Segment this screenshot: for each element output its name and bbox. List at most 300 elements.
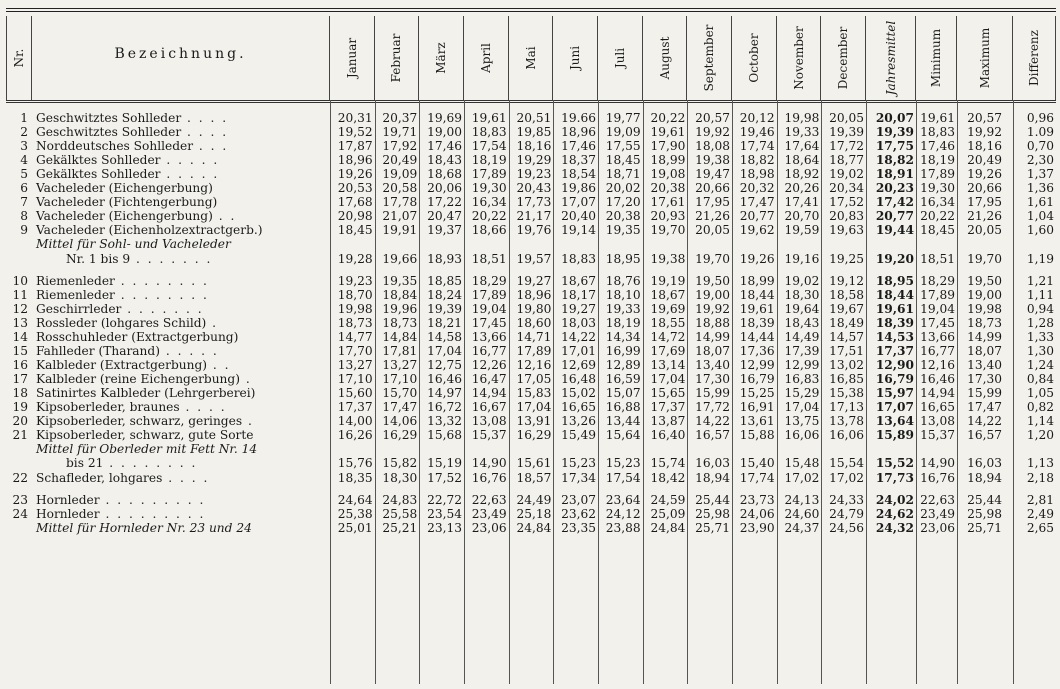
month-value: 15,25 <box>739 386 775 400</box>
month-value: 17,37 <box>337 400 373 414</box>
row-label <box>36 274 209 288</box>
table-row <box>6 288 1056 302</box>
month-value: 15,61 <box>516 456 552 470</box>
mean-value: 19,39 <box>875 125 914 139</box>
month-value: 18,77 <box>829 153 865 167</box>
month-value: 21,07 <box>382 209 418 223</box>
month-value: 22,72 <box>427 493 462 507</box>
month-value: 19,12 <box>829 274 865 288</box>
month-value: 24,33 <box>829 493 865 507</box>
table-row <box>6 237 1056 251</box>
month-value: 20,02 <box>605 181 641 195</box>
header-month-6 <box>553 16 598 100</box>
table-row <box>6 274 1056 288</box>
month-value: 15,64 <box>605 428 641 442</box>
month-value: 20,12 <box>739 111 775 125</box>
row-number: 2 <box>20 125 28 139</box>
month-value: 17,34 <box>561 471 596 485</box>
diff-value: 1,24 <box>1026 358 1054 372</box>
top-rule <box>6 8 1056 12</box>
header-bezeichnung <box>32 16 330 100</box>
mean-value: 17,07 <box>875 400 914 414</box>
month-value: 17,89 <box>471 167 507 181</box>
diff-value: 0,84 <box>1026 372 1054 386</box>
month-value: 14,00 <box>337 414 373 428</box>
row-label-text: Geschwitztes Sohlleder <box>36 125 182 139</box>
row-label <box>36 223 263 237</box>
month-value: 18,82 <box>739 153 775 167</box>
month-value: 24,49 <box>516 493 552 507</box>
month-value: 18,96 <box>516 288 552 302</box>
month-value: 17,78 <box>382 195 418 209</box>
month-value: 18,30 <box>382 471 418 485</box>
month-value: 25,44 <box>695 493 731 507</box>
month-value: 19,76 <box>516 223 552 237</box>
leader-dots: . . . . . <box>159 344 219 358</box>
leader-dots: . . . . . . . . <box>114 288 209 302</box>
month-value: 19,77 <box>605 111 641 125</box>
month-value: 17,92 <box>382 139 418 153</box>
row-number: 3 <box>20 139 28 153</box>
month-value: 19,91 <box>382 223 418 237</box>
month-value: 18,64 <box>784 153 820 167</box>
month-value: 15,07 <box>605 386 641 400</box>
max-value: 19,26 <box>967 167 1002 181</box>
table-row <box>6 181 1056 195</box>
row-label-text: Kalbleder (reine Eichengerbung) <box>36 372 240 386</box>
row-label-text: Vacheleder (Eichengerbung) <box>36 181 213 195</box>
month-value: 17,81 <box>382 344 418 358</box>
row-label <box>36 302 204 316</box>
month-value: 24,64 <box>337 493 373 507</box>
month-value: 12,75 <box>427 358 462 372</box>
month-value: 24,60 <box>784 507 820 521</box>
month-value: 23,62 <box>561 507 596 521</box>
mean-value: 20,07 <box>875 111 914 125</box>
header-jahresmittel-text: Jahresmittel <box>883 20 898 96</box>
header-month-text: Februar <box>389 33 404 83</box>
month-value: 23,90 <box>739 521 775 535</box>
month-value: 16,83 <box>784 372 820 386</box>
header-month-text: Juni <box>568 45 583 71</box>
month-value: 17,04 <box>650 372 686 386</box>
max-value: 25,44 <box>967 493 1002 507</box>
diff-value: 1,60 <box>1026 223 1054 237</box>
table-row <box>6 209 1056 223</box>
month-value: 15,65 <box>650 386 686 400</box>
row-label-text: Vacheleder (Fichtengerbung) <box>36 195 218 209</box>
row-label <box>36 195 217 209</box>
month-value: 17,37 <box>650 400 686 414</box>
diff-value: 2,49 <box>1026 507 1054 521</box>
month-value: 17,47 <box>739 195 775 209</box>
diff-value: 1,28 <box>1026 316 1054 330</box>
month-value: 19,09 <box>605 125 641 139</box>
row-label <box>36 167 219 181</box>
month-value: 23,88 <box>605 521 641 535</box>
table-row <box>6 139 1056 153</box>
row-label <box>36 139 228 153</box>
month-value: 16,29 <box>516 428 552 442</box>
month-value: 19,16 <box>784 252 820 266</box>
month-value: 18,96 <box>561 125 596 139</box>
month-value: 17,55 <box>605 139 641 153</box>
min-value: 17,89 <box>920 288 955 302</box>
month-value: 24,79 <box>829 507 865 521</box>
leader-dots: . . . . . . . . . <box>99 507 206 521</box>
row-label <box>36 493 205 507</box>
row-label-text: Mittel für Oberleder mit Fett Nr. 14 <box>36 442 258 456</box>
month-value: 14,22 <box>561 330 596 344</box>
month-value: 18,39 <box>739 316 775 330</box>
month-value: 19,46 <box>739 125 775 139</box>
month-value: 19,64 <box>784 302 820 316</box>
month-value: 20,37 <box>382 111 418 125</box>
diff-value: 1,61 <box>1026 195 1054 209</box>
month-value: 18,19 <box>471 153 507 167</box>
month-value: 16,85 <box>829 372 865 386</box>
table-row <box>6 400 1056 414</box>
leader-dots: . . . . . <box>160 153 220 167</box>
month-value: 19,39 <box>427 302 462 316</box>
diff-value: 0,82 <box>1026 400 1054 414</box>
month-value: 17,69 <box>650 344 686 358</box>
table-row <box>6 223 1056 237</box>
row-label <box>36 414 254 428</box>
month-value: 19,04 <box>471 302 507 316</box>
min-value: 16,34 <box>920 195 955 209</box>
month-value: 23,35 <box>561 521 596 535</box>
row-label <box>36 507 205 521</box>
row-label-text: Riemenleder <box>36 288 115 302</box>
header-maximum-text: Maximum <box>977 27 992 89</box>
row-label-text: Kalbleder (Extractgerbung) <box>36 358 208 372</box>
month-value: 19,66 <box>382 252 418 266</box>
month-value: 16,29 <box>382 428 418 442</box>
mean-value: 18,39 <box>875 316 914 330</box>
month-value: 16,72 <box>427 400 462 414</box>
table-row <box>6 167 1056 181</box>
row-label-text: Schafleder, lohgares <box>36 471 163 485</box>
month-value: 18,21 <box>427 316 462 330</box>
diff-value: 2,65 <box>1026 521 1054 535</box>
month-value: 18,58 <box>829 288 865 302</box>
month-value: 18,19 <box>605 316 641 330</box>
row-number: 16 <box>12 358 28 372</box>
month-value: 17,95 <box>695 195 731 209</box>
month-value: 17,02 <box>829 471 865 485</box>
max-value: 15,99 <box>967 386 1002 400</box>
month-value: 20,06 <box>427 181 462 195</box>
table-row <box>6 316 1056 330</box>
table-row <box>6 442 1056 456</box>
min-value: 18,51 <box>920 252 955 266</box>
month-value: 19,26 <box>739 252 775 266</box>
month-value: 19,19 <box>650 274 686 288</box>
month-value: 13,61 <box>739 414 775 428</box>
month-value: 16,91 <box>739 400 775 414</box>
month-value: 20,98 <box>337 209 373 223</box>
month-value: 14,58 <box>427 330 462 344</box>
header-minimum-text: Minimum <box>929 28 943 88</box>
min-value: 15,37 <box>920 428 955 442</box>
month-value: 13,32 <box>427 414 462 428</box>
month-value: 12,99 <box>739 358 775 372</box>
leader-dots: . <box>242 414 254 428</box>
month-value: 18,73 <box>337 316 373 330</box>
month-value: 17,04 <box>784 400 820 414</box>
row-label <box>36 400 227 414</box>
month-value: 18,98 <box>739 167 775 181</box>
month-value: 20,34 <box>829 181 865 195</box>
month-value: 23,06 <box>471 521 507 535</box>
row-label <box>36 386 255 400</box>
month-value: 19,63 <box>829 223 865 237</box>
month-value: 19,39 <box>829 125 865 139</box>
min-value: 19,04 <box>920 302 955 316</box>
month-value: 17,46 <box>427 139 462 153</box>
month-value: 25,18 <box>516 507 552 521</box>
max-value: 19,70 <box>967 252 1002 266</box>
min-value: 16,65 <box>920 400 955 414</box>
month-value: 17,10 <box>382 372 418 386</box>
mean-value: 14,53 <box>875 330 914 344</box>
month-value: 14,71 <box>516 330 552 344</box>
month-value: 17,72 <box>829 139 865 153</box>
min-value: 14,94 <box>920 386 955 400</box>
table-page <box>6 4 1056 684</box>
month-value: 18,88 <box>695 316 731 330</box>
month-value: 23,49 <box>471 507 507 521</box>
max-value: 21,26 <box>967 209 1002 223</box>
month-value: 12,89 <box>605 358 641 372</box>
month-value: 20,66 <box>695 181 731 195</box>
row-number: 1 <box>20 111 28 125</box>
month-value: 17,13 <box>829 400 865 414</box>
month-value: 17,89 <box>471 288 507 302</box>
leader-dots: . <box>206 316 219 330</box>
header-month-4 <box>464 16 509 100</box>
header-month-text: September <box>702 24 717 92</box>
table-row <box>6 252 1056 266</box>
month-value: 24,37 <box>784 521 820 535</box>
header-month-text: August <box>657 36 672 80</box>
row-label-text: Gekälktes Sohlleder <box>36 167 161 181</box>
row-label-text: Vacheleder (Eichenholzextractgerb.) <box>36 223 263 237</box>
month-value: 19,50 <box>695 274 731 288</box>
month-value: 15,74 <box>650 456 686 470</box>
month-value: 25,71 <box>695 521 731 535</box>
table-row <box>6 302 1056 316</box>
month-value: 24,56 <box>829 521 865 535</box>
month-value: 18,66 <box>471 223 507 237</box>
diff-value: 2,18 <box>1026 471 1054 485</box>
month-value: 19.66 <box>561 111 596 125</box>
month-value: 19,52 <box>337 125 373 139</box>
month-value: 16,65 <box>561 400 596 414</box>
row-number: 20 <box>12 414 28 428</box>
month-value: 16,88 <box>605 400 641 414</box>
max-value: 17,47 <box>967 400 1002 414</box>
month-value: 16,46 <box>427 372 462 386</box>
month-value: 17,20 <box>605 195 641 209</box>
month-value: 18,76 <box>605 274 641 288</box>
max-value: 18,16 <box>967 139 1002 153</box>
month-value: 24,06 <box>739 507 775 521</box>
table-row <box>6 414 1056 428</box>
month-value: 17,90 <box>650 139 686 153</box>
month-value: 19,00 <box>427 125 462 139</box>
month-value: 19,67 <box>829 302 865 316</box>
month-value: 18,37 <box>561 153 596 167</box>
month-value: 19,38 <box>695 153 731 167</box>
month-value: 18,08 <box>695 139 731 153</box>
month-value: 13,66 <box>471 330 507 344</box>
header-month-text: November <box>791 26 806 90</box>
row-number: 6 <box>20 181 28 195</box>
month-value: 18,24 <box>427 288 462 302</box>
month-value: 20,93 <box>650 209 686 223</box>
month-value: 15,82 <box>382 456 418 470</box>
month-value: 23,54 <box>427 507 462 521</box>
diff-value: 0,70 <box>1026 139 1054 153</box>
leader-dots: . . . . . . . <box>121 302 204 316</box>
month-value: 18,45 <box>337 223 373 237</box>
mean-value: 20,23 <box>875 181 914 195</box>
month-value: 20,47 <box>427 209 462 223</box>
month-value: 19,25 <box>829 252 865 266</box>
row-label <box>36 471 209 485</box>
leader-dots: . . . <box>193 139 229 153</box>
month-value: 25,09 <box>650 507 686 521</box>
row-label-text: Satinirtes Kalbleder (Lehrgerberei) <box>36 386 256 400</box>
header-month-text: April <box>478 43 493 73</box>
min-value: 23,06 <box>920 521 955 535</box>
leader-dots: . <box>239 372 252 386</box>
row-label <box>36 372 252 386</box>
month-value: 20,32 <box>739 181 775 195</box>
month-value: 19,00 <box>695 288 731 302</box>
row-label <box>36 237 231 251</box>
month-value: 23,13 <box>427 521 462 535</box>
row-label <box>66 456 197 470</box>
month-value: 25,21 <box>382 521 418 535</box>
row-label-text: Riemenleder <box>36 274 115 288</box>
min-value: 17,46 <box>920 139 955 153</box>
header-month-5 <box>509 16 554 100</box>
month-value: 13,14 <box>650 358 686 372</box>
diff-value: 1,13 <box>1026 456 1054 470</box>
row-label-text: Kipsoberleder, schwarz, gute Sorte <box>36 428 254 442</box>
row-label <box>36 344 219 358</box>
header-nr <box>6 16 32 100</box>
diff-value: 0,94 <box>1026 302 1054 316</box>
max-value: 18,94 <box>967 471 1002 485</box>
row-label-text: Hornleder <box>36 507 100 521</box>
month-value: 17,45 <box>471 316 507 330</box>
max-value: 20,05 <box>967 223 1002 237</box>
header-maximum <box>957 16 1013 100</box>
row-label <box>36 428 253 442</box>
header-month-3 <box>419 16 464 100</box>
header-bezeichnung-text: Bezeichnung. <box>114 46 247 62</box>
table-row <box>6 330 1056 344</box>
max-value: 25,71 <box>967 521 1002 535</box>
header-differenz-text: Differenz <box>1027 30 1041 86</box>
max-value: 16,57 <box>967 428 1002 442</box>
mean-value: 17,75 <box>875 139 914 153</box>
month-value: 20,58 <box>382 181 418 195</box>
min-value: 23,49 <box>920 507 955 521</box>
max-value: 19,50 <box>967 274 1002 288</box>
month-value: 13,78 <box>829 414 865 428</box>
max-value: 18,73 <box>967 316 1002 330</box>
header-month-text: März <box>434 42 449 74</box>
max-value: 16,03 <box>967 456 1002 470</box>
month-value: 17,54 <box>605 471 641 485</box>
month-value: 24,83 <box>382 493 418 507</box>
month-value: 19,62 <box>739 223 775 237</box>
header-month-text: December <box>836 26 851 90</box>
row-label-text: Rossleder (lohgares Schild) <box>36 316 207 330</box>
month-value: 17,22 <box>427 195 462 209</box>
diff-value: 1,19 <box>1026 252 1054 266</box>
mean-value: 19,61 <box>875 302 914 316</box>
month-value: 12,26 <box>471 358 507 372</box>
month-value: 18,68 <box>427 167 462 181</box>
month-value: 20,40 <box>561 209 596 223</box>
min-value: 14,90 <box>920 456 955 470</box>
row-label <box>36 153 219 167</box>
month-value: 18,70 <box>337 288 373 302</box>
max-value: 14,22 <box>967 414 1002 428</box>
min-value: 19,30 <box>920 181 955 195</box>
month-value: 19,38 <box>650 252 686 266</box>
month-value: 21,17 <box>516 209 552 223</box>
month-value: 18,95 <box>605 252 641 266</box>
mean-value: 17,42 <box>875 195 914 209</box>
month-value: 13,87 <box>650 414 686 428</box>
month-value: 14,06 <box>382 414 418 428</box>
month-value: 18,83 <box>561 252 596 266</box>
mean-value: 20,77 <box>875 209 914 223</box>
month-value: 17,52 <box>829 195 865 209</box>
month-value: 18,57 <box>516 471 552 485</box>
header-month-1 <box>330 16 375 100</box>
month-value: 19,71 <box>382 125 418 139</box>
month-value: 13,08 <box>471 414 507 428</box>
month-value: 20,22 <box>471 209 507 223</box>
month-value: 15,54 <box>829 456 865 470</box>
mean-value: 18,91 <box>875 167 914 181</box>
month-value: 23,73 <box>739 493 775 507</box>
month-value: 19,09 <box>382 167 418 181</box>
month-value: 17,64 <box>784 139 820 153</box>
max-value: 19,98 <box>967 302 1002 316</box>
max-value: 19,92 <box>967 125 1002 139</box>
max-value: 20,57 <box>967 111 1002 125</box>
month-value: 18,43 <box>784 316 820 330</box>
header-month-2 <box>375 16 420 100</box>
diff-value: 1,30 <box>1026 344 1054 358</box>
month-value: 15,37 <box>471 428 507 442</box>
month-value: 14,44 <box>739 330 775 344</box>
min-value: 20,22 <box>920 209 955 223</box>
mean-value: 17,37 <box>875 344 914 358</box>
month-value: 23,07 <box>561 493 596 507</box>
leader-dots: . . . . . . . . <box>114 274 209 288</box>
month-value: 18,16 <box>516 139 552 153</box>
